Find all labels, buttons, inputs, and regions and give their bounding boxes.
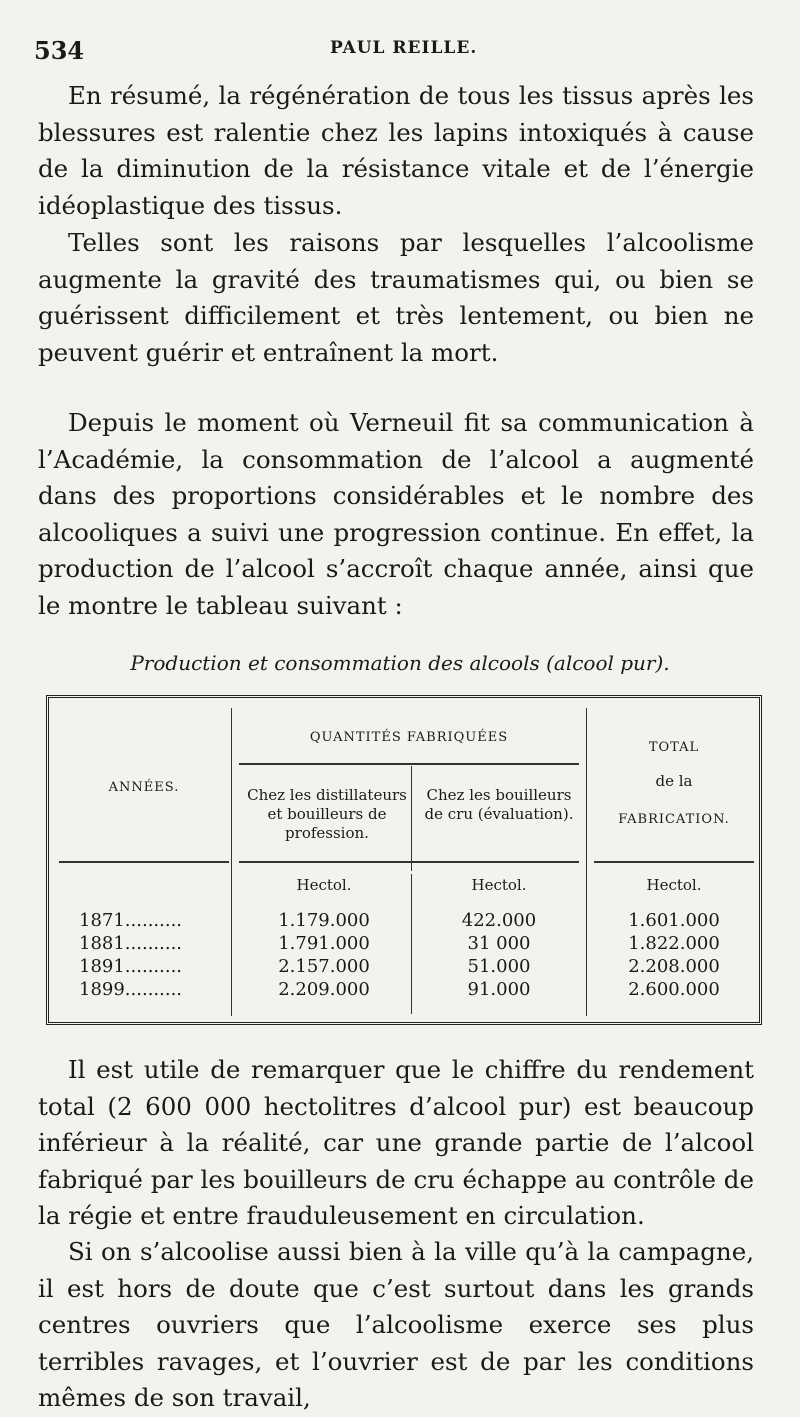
row-year: 1871..........	[79, 910, 183, 931]
page-number: 534	[34, 36, 85, 65]
paragraph-4: Il est utile de remarquer que le chiffre du rendement total (2 600 000 hectolitres d’alcool pur) est beaucoup inférieur à la réalité, car une grande partie de l’alcool fabriqué par les bouilleurs de cru échappe au contrôle de la régie et entre frauduleusement en circulation.	[38, 1055, 754, 1230]
header-cru: Chez les bouilleurs de cru (évaluation).	[424, 786, 574, 823]
row-total: 2.600.000	[628, 979, 720, 1000]
table-rule	[411, 874, 412, 1014]
row-distillers: 2.209.000	[278, 979, 370, 1000]
row-distillers: 2.157.000	[278, 956, 370, 977]
header-total-de-la: de la	[655, 772, 693, 790]
row-cru: 31 000	[467, 933, 531, 954]
running-head: PAUL REILLE.	[330, 38, 478, 58]
row-year: 1891..........	[79, 956, 183, 977]
row-year: 1899..........	[79, 979, 183, 1000]
row-distillers: 1.179.000	[278, 910, 370, 931]
unit-label: Hectol.	[646, 876, 702, 894]
row-cru: 91.000	[467, 979, 531, 1000]
table-rule	[239, 763, 579, 765]
unit-label: Hectol.	[471, 876, 527, 894]
row-total: 1.822.000	[628, 933, 720, 954]
row-total: 2.208.000	[628, 956, 720, 977]
row-distillers: 1.791.000	[278, 933, 370, 954]
production-table	[46, 695, 762, 1025]
row-cru: 422.000	[461, 910, 537, 931]
page-header	[34, 36, 764, 66]
row-year: 1881..........	[79, 933, 183, 954]
header-total: TOTAL	[648, 740, 700, 755]
table-rule	[411, 766, 412, 871]
table-rule	[231, 708, 232, 1016]
row-total: 1.601.000	[628, 910, 720, 931]
row-cru: 51.000	[467, 956, 531, 977]
paragraph-1: En résumé, la régénération de tous les tissus après les blessures est ralentie chez les lapins intoxiqués à cause de la diminution de la résistance vitale et de l’énergie idéoplastique des tissus.	[38, 81, 754, 220]
header-quantities: QUANTITÉS FABRIQUÉES	[309, 730, 509, 745]
header-distillers: Chez les distillateurs et bouilleurs de profession.	[247, 786, 407, 842]
header-total-fabrication: FABRICATION.	[618, 812, 730, 827]
unit-label: Hectol.	[296, 876, 352, 894]
table-caption: Production et consommation des alcools (alcool pur).	[130, 651, 670, 675]
paragraph-2: Telles sont les raisons par lesquelles l’alcoolisme augmente la gravité des traumatismes qui, ou bien se guérissent difficilement et très lentement, ou bien ne peuvent guérir et entraînent la mort.	[38, 228, 754, 367]
table-rule	[59, 861, 229, 863]
table-rule	[594, 861, 754, 863]
table-rule	[239, 861, 579, 863]
header-years: ANNÉES.	[108, 780, 180, 795]
paragraph-3: Depuis le moment où Verneuil fit sa communication à l’Académie, la consommation de l’alcool a augmenté dans des proportions considérables et le nombre des alcooliques a suivi une progression continue. En effet, la production de l’alcool s’accroît chaque année, ainsi que le montre le tableau suivant :	[38, 408, 754, 620]
paragraph-5: Si on s’alcoolise aussi bien à la ville qu’à la campagne, il est hors de doute que c’est surtout dans les grands centres ouvriers que l’alcoolisme exerce ses plus terribles ravages, et l’ouvrier est de par les conditions mêmes de son travail,	[38, 1237, 754, 1412]
table-rule	[586, 708, 587, 1016]
